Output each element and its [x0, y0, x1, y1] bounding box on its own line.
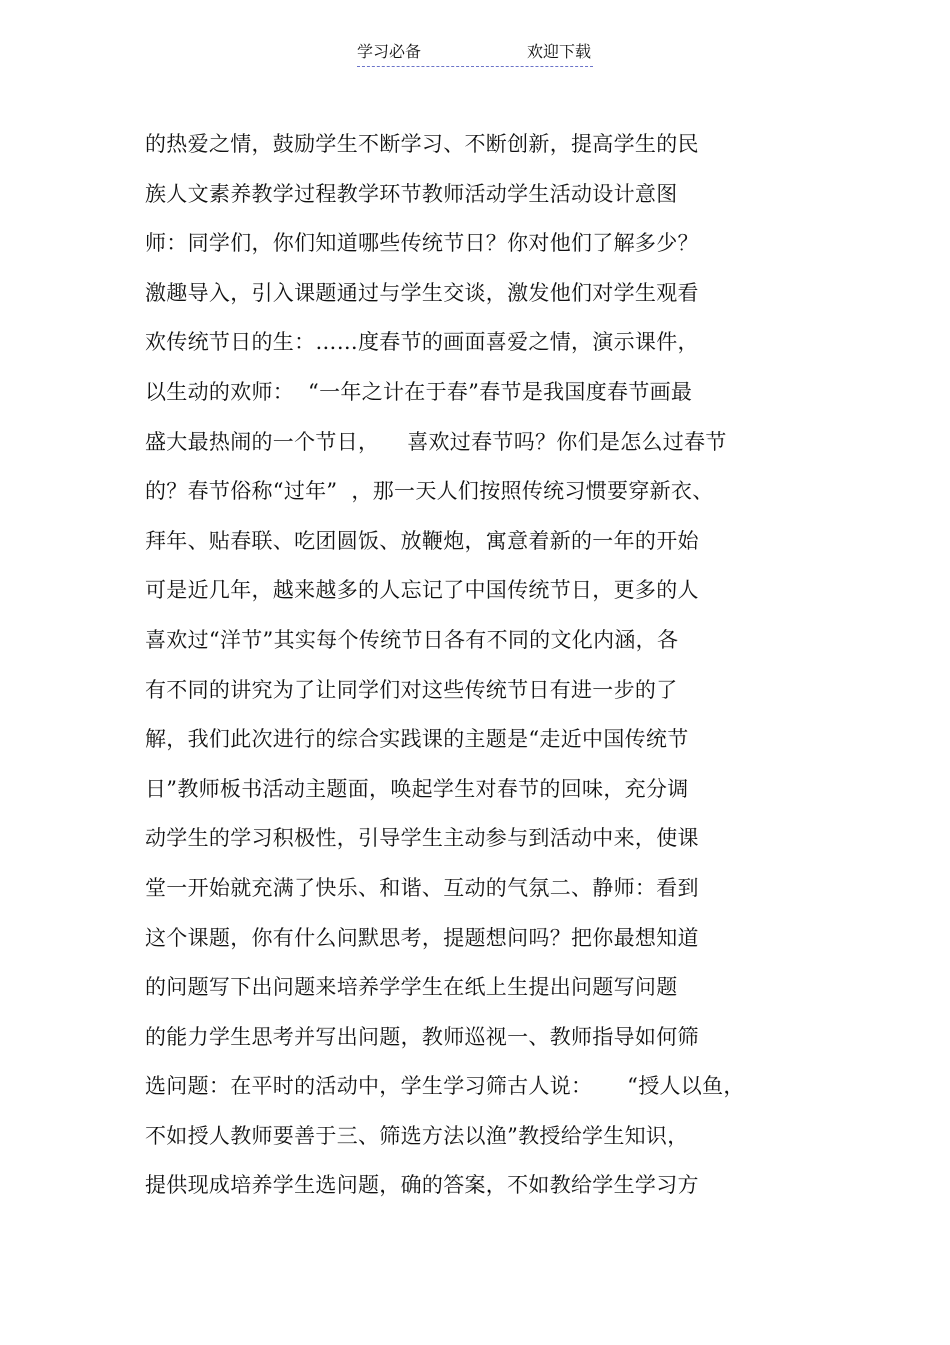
- text-line: 不如授人教师要善于三、筛选方法以渔”教授给学生知识，: [145, 1123, 689, 1148]
- page-header: [357, 40, 593, 67]
- text-line: 以生动的欢师： “一年之计在于春”春节是我国度春节画最: [145, 379, 693, 404]
- document-body: [145, 120, 845, 1211]
- text-line: 喜欢过“洋节”其实每个传统节日各有不同的文化内涵，各: [145, 627, 679, 652]
- header-right-text: 欢迎下载: [526, 42, 591, 61]
- text-line: 有不同的讲究为了让同学们对这些传统节日有进一步的了: [145, 677, 678, 702]
- text-line: 的热爱之情，鼓励学生不断学习、不断创新，提高学生的民: [145, 132, 699, 156]
- text-line: 拜年、贴春联、吃团圆饭、放鞭炮，寓意着新的一年的开始: [145, 528, 699, 553]
- text-line: 可是近几年，越来越多的人忘记了中国传统节日，更多的人: [145, 578, 699, 603]
- text-line: 师：同学们，你们知道哪些传统节日？你对他们了解多少？: [145, 231, 699, 256]
- text-line: 动学生的学习积极性，引导学生主动参与到活动中来，使课: [145, 826, 699, 851]
- text-line: 激趣导入，引入课题通过与学生交谈，激发他们对学生观看: [145, 280, 699, 305]
- text-line: 这个课题，你有什么问默思考，提题想问吗？把你最想知道: [145, 925, 699, 950]
- text-line: 日”教师板书活动主题面，唤起学生对春节的回味，充分调: [145, 776, 689, 801]
- header-left-text: 学习必备: [357, 42, 422, 61]
- text-line: 堂一开始就充满了快乐、和谐、互动的气氛二、静师：看到: [145, 875, 699, 900]
- text-line: 盛大最热闹的一个节日， 喜欢过春节吗？你们是怎么过春节: [145, 429, 727, 454]
- text-line: 提供现成培养学生选问题，确的答案，不如教给学生学习方: [145, 1173, 699, 1198]
- text-line: 选问题：在平时的活动中，学生学习筛古人说： “授人以鱼，: [145, 1074, 745, 1099]
- text-line: 族人文素养教学过程教学环节教师活动学生活动设计意图: [145, 181, 678, 206]
- text-line: 的问题写下出问题来培养学学生在纸上生提出问题写问题: [145, 975, 678, 1000]
- text-line: 欢传统节日的生：……度春节的画面喜爱之情，演示课件，: [145, 330, 699, 355]
- text-line: 的能力学生思考并写出问题，教师巡视一、教师指导如何筛: [145, 1024, 699, 1049]
- text-line: 解，我们此次进行的综合实践课的主题是“走近中国传统节: [145, 727, 689, 752]
- text-line: 的？春节俗称“过年” ，那一天人们按照传统习惯要穿新衣、: [145, 479, 714, 504]
